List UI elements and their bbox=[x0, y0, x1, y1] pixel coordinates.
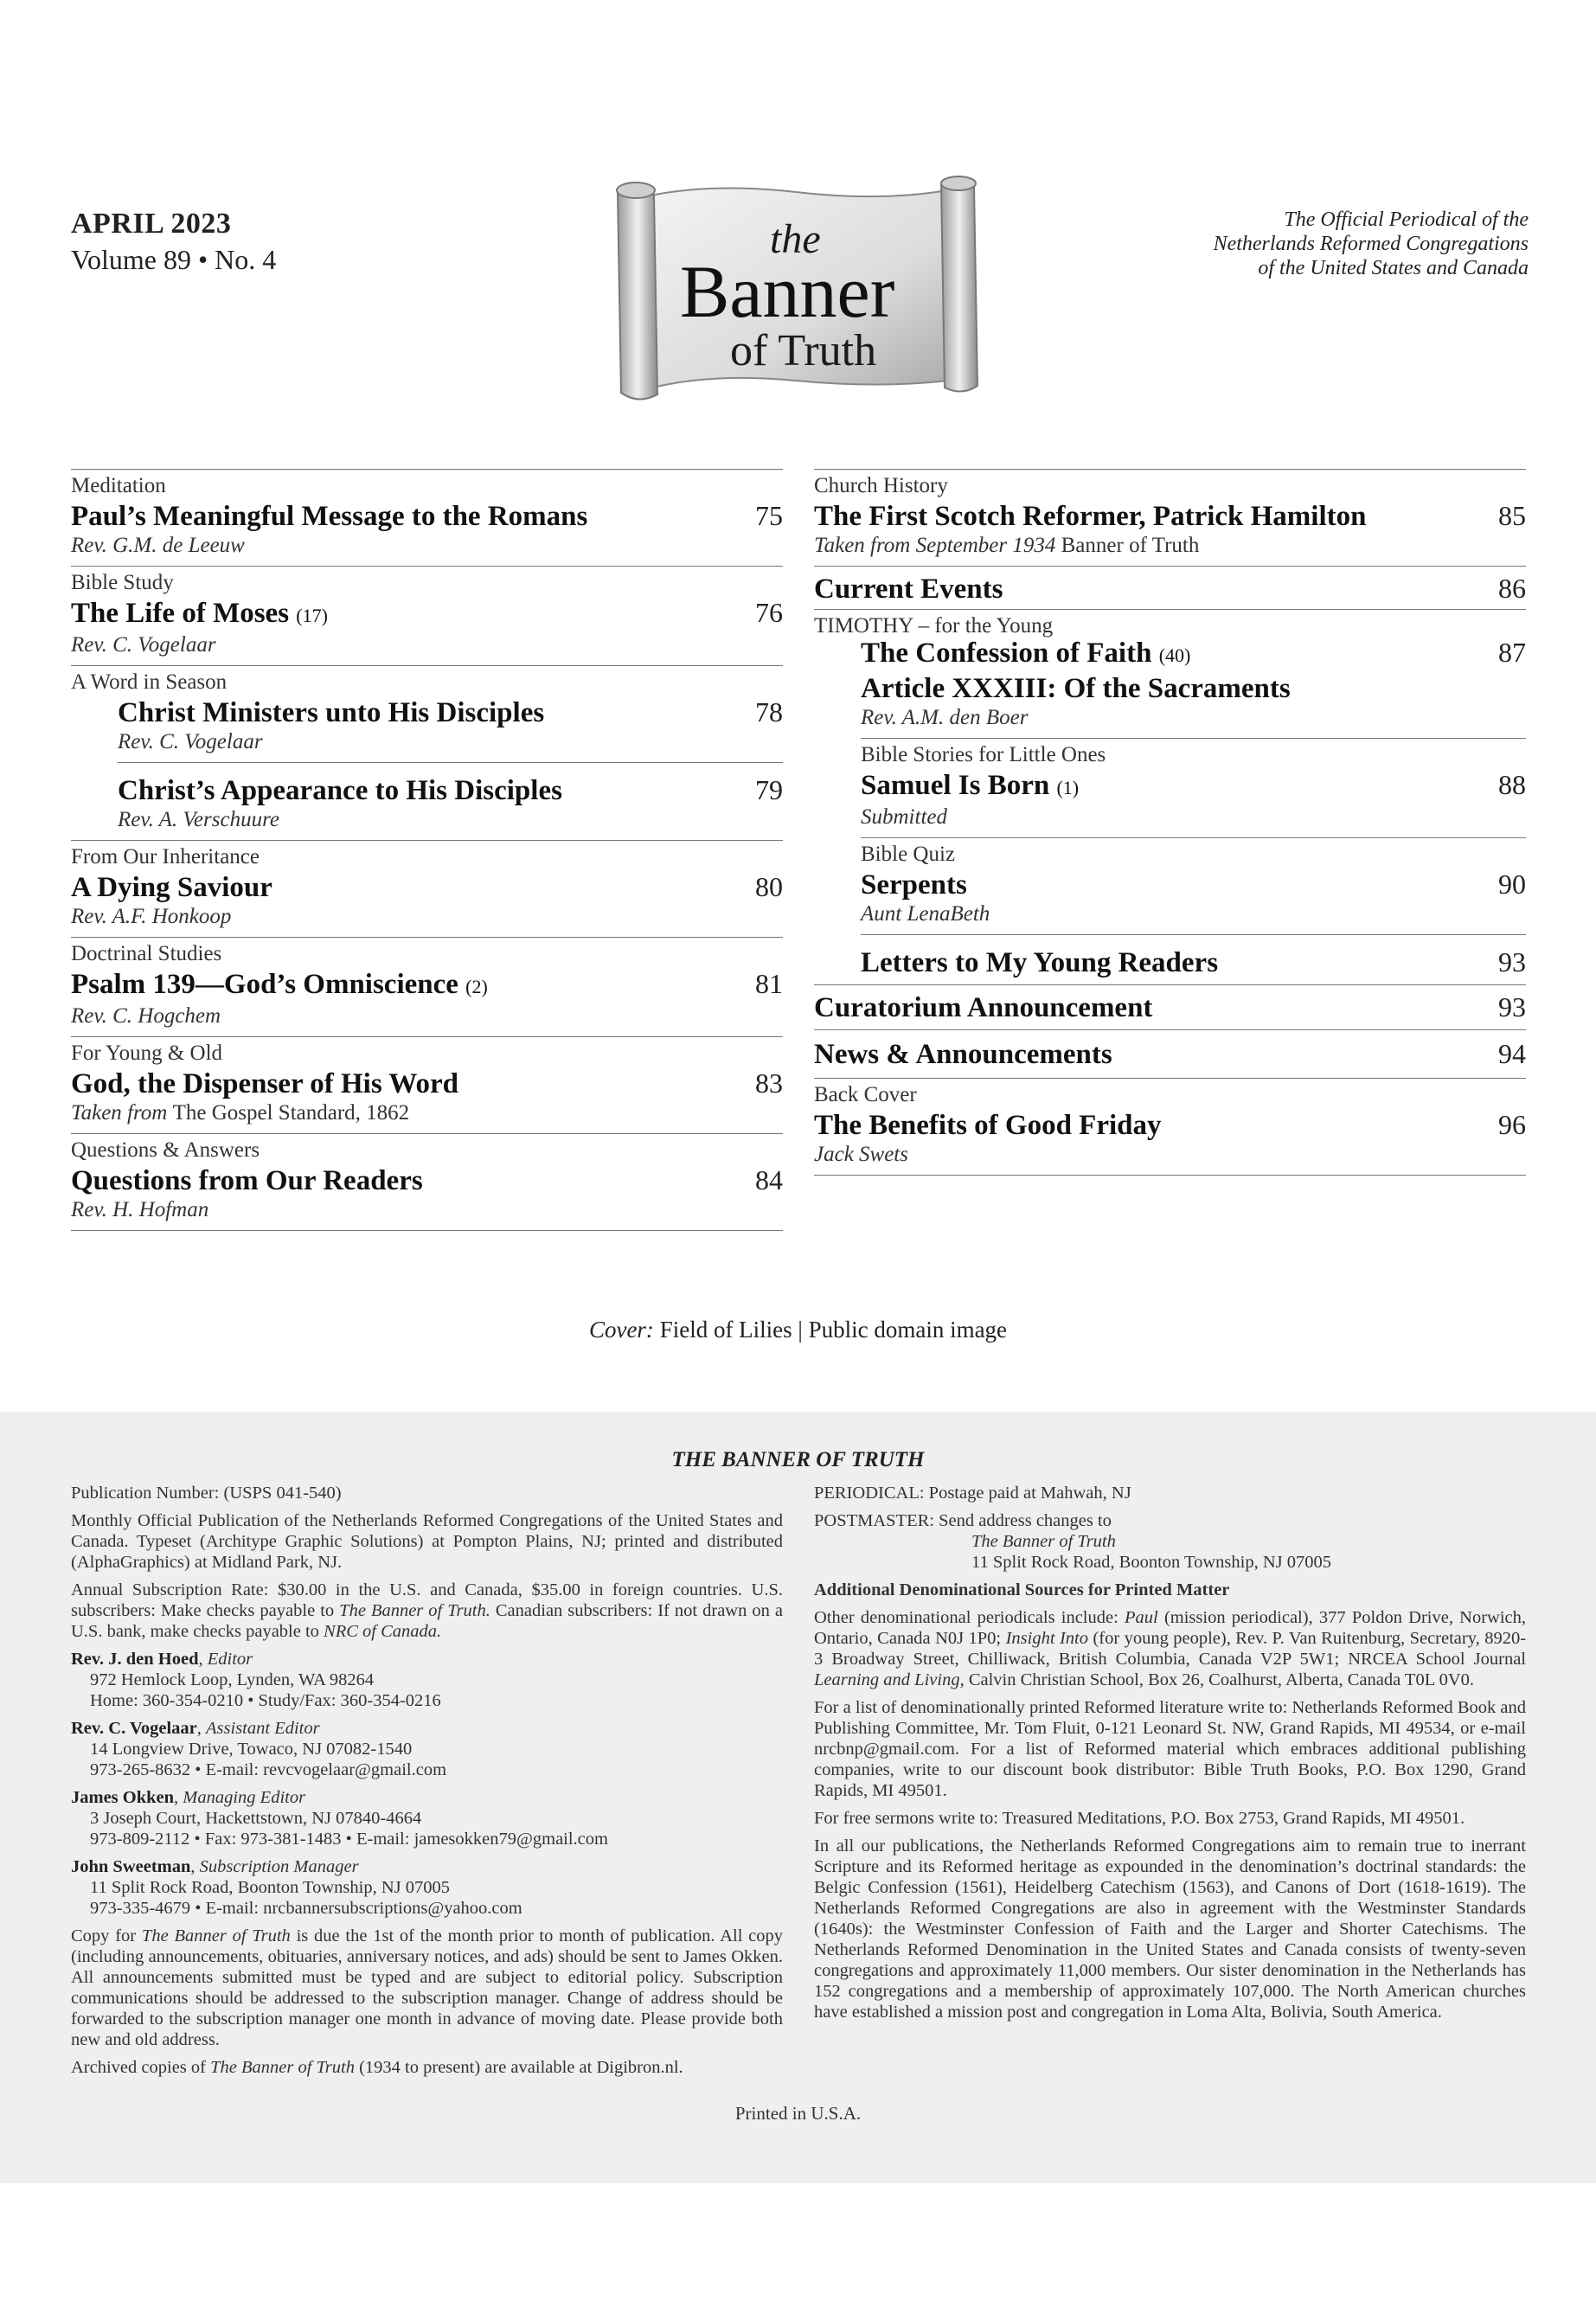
scroll-logo-icon bbox=[600, 173, 991, 408]
toc-page: 84 bbox=[755, 1164, 783, 1195]
banner-of-truth-logo bbox=[600, 173, 991, 408]
footer-right-column bbox=[814, 1483, 1526, 2029]
other-periodicals: Other denominational periodicals include: Paul (mission periodical), 377 Poldon Drive, Norwich, Ontario, Canada N0J 1P0; Insight Into (for young people), Rev. P. Van Ruitenburg, Secretary, 8920-3 Broadway Street, Chilliwack, British Columbia, Canada V2P 5W1; NRCEA School Journal Learning and Living, Calvin Christian School, Box 26, Coalhurst, Alberta, Canada T0L 0V0. bbox=[814, 1608, 1527, 1689]
toc-category: From Our Inheritance bbox=[71, 845, 260, 868]
toc-page: 79 bbox=[755, 774, 783, 805]
toc-part: (2) bbox=[465, 976, 488, 997]
toc-author: Rev. C. Vogelaar bbox=[118, 730, 263, 753]
toc-page: 78 bbox=[755, 696, 783, 727]
printed-in: Printed in U.S.A. bbox=[734, 2103, 862, 2124]
copy-policy: Copy for The Banner of Truth is due the 1st of the month prior to month of publication. All copy (including announcements, obituaries, anniversary notices, and ads) should be sent to James Okken. All announcements submitted must be typed and are subject to editorial policy. Subscription communications should be addressed to the subscription manager. Change of address should be forwarded to the subscription manager one month in advance of moving date. Please provide both new and old address. bbox=[71, 1926, 784, 2049]
toc-part: (17) bbox=[296, 605, 328, 626]
postmaster-address: 11 Split Rock Road, Boonton Township, NJ 07005 bbox=[971, 1553, 1331, 1572]
toc-page: 88 bbox=[1498, 769, 1526, 800]
tagline-line: The Official Periodical of the bbox=[1284, 208, 1529, 231]
editor-contact: Rev. J. den Hoed, Editor bbox=[71, 1650, 253, 1669]
toc-entry[interactable] bbox=[118, 762, 783, 840]
managing-editor-phone: 973-809-2112 • Fax: 973-381-1483 • E-mail: jamesokken79@gmail.com bbox=[90, 1830, 608, 1849]
toc-category: Bible Study bbox=[71, 571, 174, 594]
toc-author: Rev. A.M. den Boer bbox=[861, 706, 1029, 729]
cover-label: Cover: bbox=[588, 1317, 654, 1343]
toc-entry[interactable] bbox=[71, 566, 783, 665]
subscription-manager-address: 11 Split Rock Road, Boonton Township, NJ 07005 bbox=[90, 1878, 450, 1897]
toc-part: (1) bbox=[1056, 777, 1080, 798]
toc-category: A Word in Season bbox=[71, 670, 228, 694]
issue-info bbox=[71, 206, 276, 277]
toc-author-prefix: Taken from bbox=[71, 1101, 168, 1125]
assistant-editor-phone: 973-265-8632 • E-mail: revcvogelaar@gmail.com bbox=[90, 1760, 447, 1779]
toc-entry-group bbox=[71, 665, 783, 840]
toc-title: Christ Ministers unto His Disciples bbox=[118, 697, 545, 728]
toc-title: Letters to My Young Readers bbox=[861, 947, 1219, 978]
toc-part: (40) bbox=[1158, 644, 1191, 666]
toc-category: TIMOTHY – for the Young bbox=[814, 614, 1054, 638]
toc-entry[interactable] bbox=[861, 738, 1526, 837]
free-sermons: For free sermons write to: Treasured Meditations, P.O. Box 2753, Grand Rapids, MI 49501. bbox=[814, 1809, 1465, 1828]
toc-category: Back Cover bbox=[814, 1083, 917, 1106]
toc-entry[interactable] bbox=[861, 934, 1526, 984]
toc-author: Rev. H. Hofman bbox=[71, 1198, 209, 1221]
toc-title: Curatorium Announcement bbox=[814, 992, 1153, 1023]
toc-page: 85 bbox=[1498, 500, 1526, 531]
tagline-line: of the United States and Canada bbox=[1258, 257, 1529, 279]
tagline-line: Netherlands Reformed Congregations bbox=[1213, 233, 1529, 255]
toc-title: The Life of Moses bbox=[71, 598, 290, 629]
toc-title: Psalm 139—God’s Omniscience bbox=[71, 969, 458, 1000]
toc-page: 76 bbox=[755, 597, 783, 628]
toc-page: 80 bbox=[755, 871, 783, 902]
toc-entry[interactable] bbox=[814, 1078, 1526, 1176]
additional-sources-heading: Additional Denominational Sources for Printed Matter bbox=[814, 1580, 1230, 1599]
editor-phone: Home: 360-354-0210 • Study/Fax: 360-354-0216 bbox=[90, 1691, 441, 1710]
svg-text:of Truth: of Truth bbox=[730, 326, 877, 375]
toc-page: 75 bbox=[755, 500, 783, 531]
toc-title: The Confession of Faith bbox=[861, 638, 1152, 669]
tagline bbox=[1079, 208, 1529, 280]
cover-credit bbox=[0, 1317, 1596, 1343]
toc-author: Submitted bbox=[861, 805, 947, 829]
toc-entry[interactable] bbox=[814, 984, 1526, 1029]
toc-category: Meditation bbox=[71, 474, 166, 497]
toc-entry-group bbox=[814, 609, 1526, 984]
issue-volume: Volume 89 • No. 4 bbox=[71, 244, 277, 275]
toc-page: 96 bbox=[1498, 1109, 1526, 1140]
toc-category: Bible Stories for Little Ones bbox=[861, 743, 1106, 766]
svg-text:Banner: Banner bbox=[680, 250, 895, 333]
toc-author: Rev. A. Verschuure bbox=[118, 808, 279, 831]
toc-author: Rev. A.F. Honkoop bbox=[71, 905, 232, 928]
periodical-postage: PERIODICAL: Postage paid at Mahwah, NJ bbox=[814, 1484, 1131, 1503]
toc-author: Rev. G.M. de Leeuw bbox=[71, 534, 245, 557]
postmaster-note: POSTMASTER: Send address changes to bbox=[814, 1511, 1112, 1530]
toc-category: Bible Quiz bbox=[861, 843, 956, 866]
cover-text: Field of Lilies | Public domain image bbox=[659, 1317, 1008, 1343]
toc-page: 81 bbox=[755, 968, 783, 999]
toc-title: News & Announcements bbox=[814, 1039, 1112, 1070]
toc-title: Questions from Our Readers bbox=[71, 1165, 423, 1196]
svg-text:the: the bbox=[770, 216, 821, 262]
toc-title-line2: Article XXXIII: Of the Sacraments bbox=[861, 673, 1291, 704]
toc-title: The First Scotch Reformer, Patrick Hamilton bbox=[814, 501, 1367, 532]
managing-editor-contact: James Okken, Managing Editor bbox=[71, 1788, 306, 1807]
postmaster-name: The Banner of Truth bbox=[971, 1532, 1116, 1551]
toc-title: Christ’s Appearance to His Disciples bbox=[118, 775, 562, 806]
toc-category: For Young & Old bbox=[71, 1042, 223, 1065]
toc-title: The Benefits of Good Friday bbox=[814, 1110, 1162, 1141]
pub-number: Publication Number: (USPS 041-540) bbox=[71, 1484, 342, 1503]
toc-entry[interactable] bbox=[814, 1029, 1526, 1078]
toc-entry[interactable] bbox=[71, 937, 783, 1036]
toc-title: Serpents bbox=[861, 869, 967, 901]
toc-page: 86 bbox=[1498, 573, 1526, 604]
toc-author: Rev. C. Vogelaar bbox=[71, 633, 216, 657]
subscription-rate: Annual Subscription Rate: $30.00 in the U.S. and Canada, $35.00 in foreign countries. U.S. subscribers: Make checks payable to The Banner of Truth. Canadian subscribers: If not drawn on a U.S. bank, make checks payable to NRC of Canada. bbox=[71, 1580, 784, 1641]
subscription-manager-phone: 973-335-4679 • E-mail: nrcbannersubscriptions@yahoo.com bbox=[90, 1899, 522, 1918]
managing-editor-address: 3 Joseph Court, Hackettstown, NJ 07840-4664 bbox=[90, 1809, 422, 1828]
assistant-editor-contact: Rev. C. Vogelaar, Assistant Editor bbox=[71, 1719, 320, 1738]
toc-entry[interactable] bbox=[71, 469, 783, 566]
toc-category: Doctrinal Studies bbox=[71, 942, 222, 965]
toc-author-prefix: Taken from September 1934 bbox=[814, 534, 1056, 557]
archive-note: Archived copies of The Banner of Truth (1934 to present) are available at Digibron.nl. bbox=[71, 2058, 683, 2077]
monthly-note: Monthly Official Publication of the Netherlands Reformed Congregations of the United States and Canada. Typeset (Architype Graphic Solutions) at Pompton Plains, NJ; printed and distributed (AlphaGraphics) at Midland Park, NJ. bbox=[71, 1511, 783, 1572]
literature-list: For a list of denominationally printed Reformed literature write to: Netherlands Reformed Book and Publishing Committee, Mr. Tom Fluit, 0-121 Leonard St. NW, Grand Rapids, MI 49534, or e-mail nrcbnp@gmail.com. For a list of Reformed material which embraces additional publishing companies, write to our discount book distributor: Bible Truth Books, P.O. Box 1290, Grand Rapids, MI 49501. bbox=[814, 1698, 1526, 1800]
toc-source: The Gospel Standard, 1862 bbox=[172, 1101, 410, 1125]
subscription-manager-contact: John Sweetman, Subscription Manager bbox=[71, 1857, 359, 1876]
toc-title: Current Events bbox=[814, 574, 1003, 605]
toc-title: Samuel Is Born bbox=[861, 770, 1050, 801]
toc-entry[interactable] bbox=[118, 695, 783, 762]
footer-left-column bbox=[71, 1483, 783, 2085]
editor-address: 972 Hemlock Loop, Lynden, WA 98264 bbox=[90, 1670, 375, 1689]
toc-category: Church History bbox=[814, 474, 948, 497]
assistant-editor-address: 14 Longview Drive, Towaco, NJ 07082-1540 bbox=[90, 1740, 413, 1759]
toc-author bbox=[814, 533, 1526, 559]
toc-title: Paul’s Meaningful Message to the Romans bbox=[71, 501, 588, 532]
mission-statement: In all our publications, the Netherlands Reformed Congregations aim to remain true to inerrant Scripture and its Reformed heritage as expounded in the denomination’s doctrinal standards: the Belgic Confession (1561), Heidelberg Catechism (1563), and Canons of Dort (1618-1619). The Netherlands Reformed Congregations are also in agreement with the Westminster Standards (1640s): the Westminster Confession of Faith and the Larger and Shorter Catechisms. The Netherlands Reformed Denomination in the United States and Canada consists of twenty-seven congregations and approximately 11,000 members. Our sister denomination in the Netherlands has 152 congregations and a membership of approximately 107,000. The North American churches have established a mission post and congregation in Loma Alta, Bolivia, South America. bbox=[814, 1836, 1526, 2022]
toc-author: Rev. C. Hogchem bbox=[71, 1004, 221, 1028]
toc-page: 83 bbox=[755, 1067, 783, 1099]
toc-entry[interactable] bbox=[814, 566, 1526, 609]
toc-author bbox=[71, 1100, 783, 1126]
toc-right-column bbox=[814, 469, 1526, 1176]
toc-page: 90 bbox=[1498, 868, 1526, 900]
toc-entry[interactable] bbox=[71, 1133, 783, 1231]
toc-author: Jack Swets bbox=[814, 1143, 908, 1166]
toc-entry[interactable] bbox=[71, 840, 783, 937]
toc-page: 93 bbox=[1498, 991, 1526, 1022]
toc-page: 93 bbox=[1498, 946, 1526, 977]
toc-entry[interactable] bbox=[861, 636, 1526, 738]
toc-author: Aunt LenaBeth bbox=[861, 902, 990, 926]
toc-category: Questions & Answers bbox=[71, 1138, 260, 1162]
issue-date: APRIL 2023 bbox=[71, 208, 232, 240]
toc-source: Banner of Truth bbox=[1061, 534, 1200, 557]
toc-title: God, the Dispenser of His Word bbox=[71, 1068, 458, 1099]
toc-entry[interactable] bbox=[814, 469, 1526, 566]
toc-page: 87 bbox=[1498, 637, 1526, 668]
toc-title: A Dying Saviour bbox=[71, 872, 272, 903]
publication-info-box bbox=[0, 1412, 1596, 2183]
toc-entry[interactable] bbox=[861, 837, 1526, 934]
toc-page: 94 bbox=[1498, 1038, 1526, 1069]
toc-left-column bbox=[71, 469, 783, 1231]
footer-heading: THE BANNER OF TRUTH bbox=[671, 1448, 925, 1471]
toc-entry[interactable] bbox=[71, 1036, 783, 1133]
